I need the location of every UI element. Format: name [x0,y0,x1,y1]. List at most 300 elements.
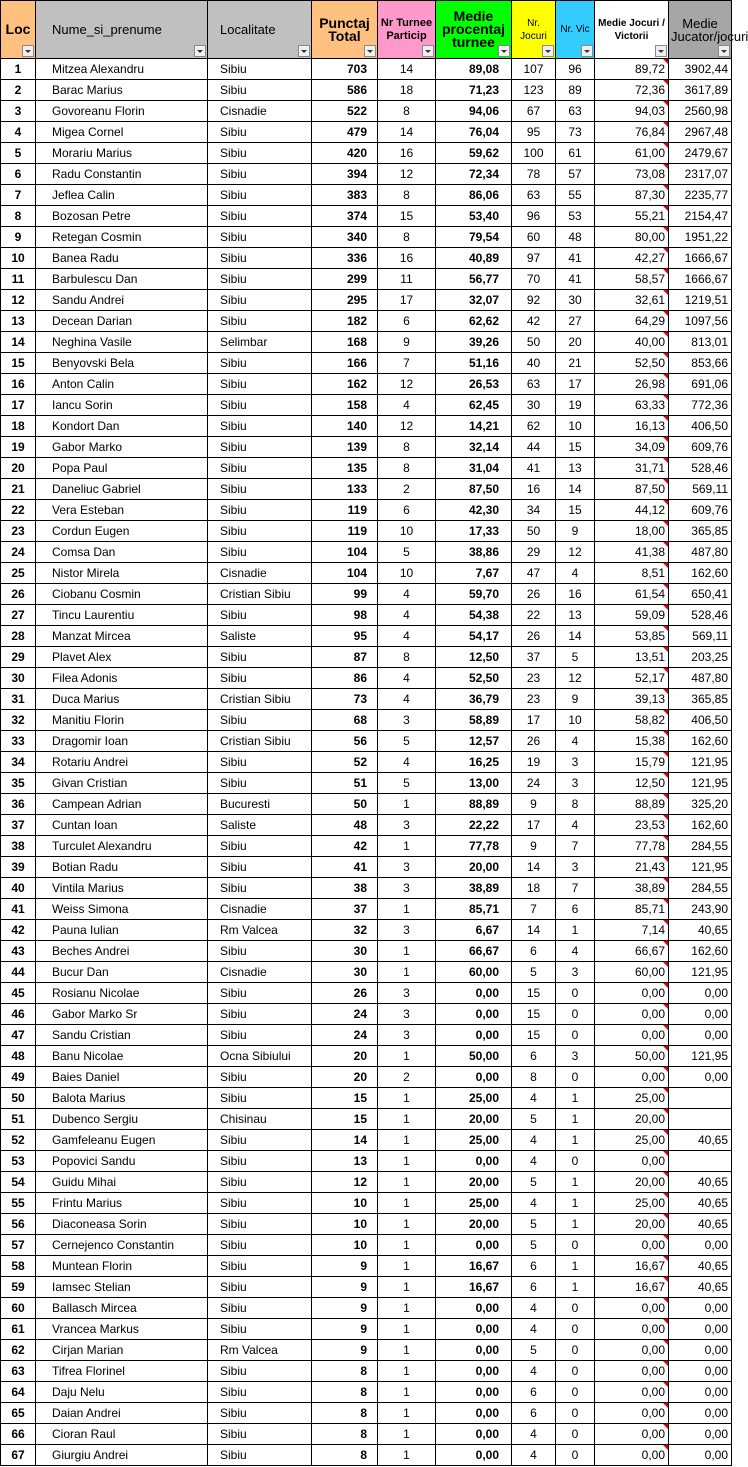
percent-cell[interactable]: 0,00 [436,983,512,1004]
tournaments-cell[interactable]: 1 [378,1424,436,1445]
tournaments-cell[interactable]: 4 [378,689,436,710]
percent-cell[interactable]: 59,62 [436,143,512,164]
wins-cell[interactable]: 27 [556,311,595,332]
locality-cell[interactable]: Sibiu [208,1193,312,1214]
avg-cell[interactable]: 25,00 [595,1193,669,1214]
tournaments-cell[interactable]: 17 [378,290,436,311]
wins-cell[interactable]: 0 [556,1403,595,1424]
tournaments-cell[interactable]: 1 [378,1361,436,1382]
avg-cell[interactable]: 0,00 [595,1424,669,1445]
games-cell[interactable]: 9 [512,836,556,857]
points-cell[interactable]: 14 [312,1130,378,1151]
avg-cell[interactable]: 38,89 [595,878,669,899]
games-cell[interactable]: 4 [512,1130,556,1151]
locality-cell[interactable]: Chisinau [208,1109,312,1130]
games-cell[interactable]: 4 [512,1361,556,1382]
player-avg-cell[interactable]: 487,80 [669,668,732,689]
tournaments-cell[interactable]: 2 [378,1067,436,1088]
games-cell[interactable]: 4 [512,1319,556,1340]
player-avg-cell[interactable]: 40,65 [669,1193,732,1214]
tournaments-cell[interactable]: 3 [378,857,436,878]
wins-cell[interactable]: 1 [556,1193,595,1214]
games-cell[interactable]: 5 [512,1235,556,1256]
locality-cell[interactable]: Cristian Sibiu [208,689,312,710]
player-avg-cell[interactable]: 691,06 [669,374,732,395]
tournaments-cell[interactable]: 5 [378,542,436,563]
wins-cell[interactable]: 0 [556,1025,595,1046]
percent-cell[interactable]: 87,50 [436,479,512,500]
loc-cell[interactable]: 9 [1,227,36,248]
avg-cell[interactable]: 13,51 [595,647,669,668]
name-cell[interactable]: Popovici Sandu [36,1151,208,1172]
name-cell[interactable]: Balota Marius [36,1088,208,1109]
name-cell[interactable]: Banu Nicolae [36,1046,208,1067]
points-cell[interactable]: 133 [312,479,378,500]
player-avg-cell[interactable]: 162,60 [669,731,732,752]
filter-dropdown-icon[interactable] [22,45,34,57]
wins-cell[interactable]: 89 [556,80,595,101]
percent-cell[interactable]: 20,00 [436,857,512,878]
points-cell[interactable]: 166 [312,353,378,374]
loc-cell[interactable]: 40 [1,878,36,899]
locality-cell[interactable]: Sibiu [208,269,312,290]
locality-cell[interactable]: Sibiu [208,773,312,794]
player-avg-cell[interactable]: 121,95 [669,752,732,773]
loc-cell[interactable]: 8 [1,206,36,227]
avg-cell[interactable]: 7,14 [595,920,669,941]
avg-cell[interactable]: 0,00 [595,1298,669,1319]
tournaments-cell[interactable]: 12 [378,374,436,395]
locality-cell[interactable]: Sibiu [208,521,312,542]
tournaments-cell[interactable]: 6 [378,500,436,521]
avg-cell[interactable]: 39,13 [595,689,669,710]
player-avg-cell[interactable]: 243,90 [669,899,732,920]
locality-cell[interactable]: Sibiu [208,857,312,878]
avg-cell[interactable]: 87,30 [595,185,669,206]
avg-cell[interactable]: 16,67 [595,1256,669,1277]
avg-cell[interactable]: 20,00 [595,1172,669,1193]
tournaments-cell[interactable]: 10 [378,521,436,542]
locality-cell[interactable]: Sibiu [208,983,312,1004]
tournaments-cell[interactable]: 1 [378,1235,436,1256]
locality-cell[interactable]: Sibiu [208,941,312,962]
percent-cell[interactable]: 94,06 [436,101,512,122]
name-cell[interactable]: Manzat Mircea [36,626,208,647]
player-avg-cell[interactable]: 284,55 [669,836,732,857]
points-cell[interactable]: 586 [312,80,378,101]
tournaments-cell[interactable]: 5 [378,773,436,794]
games-cell[interactable]: 15 [512,983,556,1004]
tournaments-cell[interactable]: 16 [378,143,436,164]
player-avg-cell[interactable]: 40,65 [669,1214,732,1235]
points-cell[interactable]: 15 [312,1088,378,1109]
filter-dropdown-icon[interactable] [498,45,510,57]
player-avg-cell[interactable]: 487,80 [669,542,732,563]
wins-cell[interactable]: 9 [556,689,595,710]
avg-cell[interactable]: 0,00 [595,1445,669,1466]
tournaments-cell[interactable]: 1 [378,1088,436,1109]
percent-cell[interactable]: 14,21 [436,416,512,437]
player-avg-cell[interactable] [669,1151,732,1172]
tournaments-cell[interactable]: 3 [378,983,436,1004]
points-cell[interactable]: 20 [312,1067,378,1088]
player-avg-cell[interactable]: 0,00 [669,1067,732,1088]
player-avg-cell[interactable]: 0,00 [669,983,732,1004]
locality-cell[interactable]: Sibiu [208,1298,312,1319]
filter-dropdown-icon[interactable] [194,45,206,57]
percent-cell[interactable]: 0,00 [436,1298,512,1319]
percent-cell[interactable]: 72,34 [436,164,512,185]
tournaments-cell[interactable]: 12 [378,164,436,185]
locality-cell[interactable]: Sibiu [208,311,312,332]
player-avg-cell[interactable]: 2154,47 [669,206,732,227]
name-cell[interactable]: Retegan Cosmin [36,227,208,248]
avg-cell[interactable]: 0,00 [595,1340,669,1361]
games-cell[interactable]: 5 [512,1172,556,1193]
avg-cell[interactable]: 60,00 [595,962,669,983]
wins-cell[interactable]: 0 [556,1382,595,1403]
player-avg-cell[interactable]: 1097,56 [669,311,732,332]
avg-cell[interactable]: 0,00 [595,1361,669,1382]
tournaments-cell[interactable]: 15 [378,206,436,227]
percent-cell[interactable]: 25,00 [436,1130,512,1151]
player-avg-cell[interactable]: 0,00 [669,1361,732,1382]
avg-cell[interactable]: 0,00 [595,1235,669,1256]
locality-cell[interactable]: Sibiu [208,1004,312,1025]
tournaments-cell[interactable]: 1 [378,1319,436,1340]
points-cell[interactable]: 87 [312,647,378,668]
games-cell[interactable]: 26 [512,626,556,647]
loc-cell[interactable]: 38 [1,836,36,857]
avg-cell[interactable]: 25,00 [595,1130,669,1151]
games-cell[interactable]: 96 [512,206,556,227]
tournaments-cell[interactable]: 2 [378,479,436,500]
wins-cell[interactable]: 0 [556,1004,595,1025]
wins-cell[interactable]: 3 [556,752,595,773]
locality-cell[interactable]: Sibiu [208,353,312,374]
avg-cell[interactable]: 15,38 [595,731,669,752]
locality-cell[interactable]: Sibiu [208,710,312,731]
name-cell[interactable]: Bucur Dan [36,962,208,983]
player-avg-cell[interactable]: 3902,44 [669,59,732,80]
percent-cell[interactable]: 54,17 [436,626,512,647]
name-cell[interactable]: Pauna Iulian [36,920,208,941]
locality-cell[interactable]: Cristian Sibiu [208,731,312,752]
locality-cell[interactable]: Saliste [208,815,312,836]
games-cell[interactable]: 37 [512,647,556,668]
name-cell[interactable]: Sandu Andrei [36,290,208,311]
points-cell[interactable]: 104 [312,563,378,584]
player-avg-cell[interactable]: 1219,51 [669,290,732,311]
games-cell[interactable]: 5 [512,962,556,983]
avg-cell[interactable]: 42,27 [595,248,669,269]
wins-cell[interactable]: 63 [556,101,595,122]
tournaments-cell[interactable]: 8 [378,458,436,479]
loc-cell[interactable]: 1 [1,59,36,80]
locality-cell[interactable]: Sibiu [208,1424,312,1445]
percent-cell[interactable]: 16,25 [436,752,512,773]
loc-cell[interactable]: 28 [1,626,36,647]
tournaments-cell[interactable]: 1 [378,1193,436,1214]
points-cell[interactable]: 24 [312,1025,378,1046]
avg-cell[interactable]: 61,54 [595,584,669,605]
player-avg-cell[interactable]: 0,00 [669,1025,732,1046]
avg-cell[interactable]: 85,71 [595,899,669,920]
games-cell[interactable]: 97 [512,248,556,269]
points-cell[interactable]: 10 [312,1235,378,1256]
points-cell[interactable]: 336 [312,248,378,269]
games-cell[interactable]: 6 [512,1277,556,1298]
percent-cell[interactable]: 86,06 [436,185,512,206]
tournaments-cell[interactable]: 3 [378,1025,436,1046]
tournaments-cell[interactable]: 8 [378,185,436,206]
wins-cell[interactable]: 3 [556,857,595,878]
avg-cell[interactable]: 40,00 [595,332,669,353]
percent-cell[interactable]: 20,00 [436,1214,512,1235]
points-cell[interactable]: 10 [312,1214,378,1235]
name-cell[interactable]: Radu Constantin [36,164,208,185]
points-cell[interactable]: 8 [312,1361,378,1382]
player-avg-cell[interactable]: 1666,67 [669,269,732,290]
loc-cell[interactable]: 49 [1,1067,36,1088]
wins-cell[interactable]: 15 [556,500,595,521]
games-cell[interactable]: 92 [512,290,556,311]
avg-cell[interactable]: 94,03 [595,101,669,122]
games-cell[interactable]: 26 [512,584,556,605]
player-avg-cell[interactable] [669,1109,732,1130]
name-cell[interactable]: Daian Andrei [36,1403,208,1424]
tournaments-cell[interactable]: 1 [378,1130,436,1151]
loc-cell[interactable]: 22 [1,500,36,521]
loc-cell[interactable]: 29 [1,647,36,668]
percent-cell[interactable]: 88,89 [436,794,512,815]
percent-cell[interactable]: 56,77 [436,269,512,290]
games-cell[interactable]: 9 [512,794,556,815]
points-cell[interactable]: 10 [312,1193,378,1214]
wins-cell[interactable]: 0 [556,1340,595,1361]
locality-cell[interactable]: Sibiu [208,878,312,899]
percent-cell[interactable]: 79,54 [436,227,512,248]
name-cell[interactable]: Filea Adonis [36,668,208,689]
filter-dropdown-icon[interactable] [718,45,730,57]
games-cell[interactable]: 23 [512,689,556,710]
avg-cell[interactable]: 25,00 [595,1088,669,1109]
avg-cell[interactable]: 72,36 [595,80,669,101]
name-cell[interactable]: Vera Esteban [36,500,208,521]
avg-cell[interactable]: 32,61 [595,290,669,311]
tournaments-cell[interactable]: 1 [378,1277,436,1298]
avg-cell[interactable]: 0,00 [595,1319,669,1340]
wins-cell[interactable]: 0 [556,1067,595,1088]
loc-cell[interactable]: 55 [1,1193,36,1214]
wins-cell[interactable]: 0 [556,1319,595,1340]
tournaments-cell[interactable]: 4 [378,752,436,773]
loc-cell[interactable]: 18 [1,416,36,437]
loc-cell[interactable]: 35 [1,773,36,794]
points-cell[interactable]: 703 [312,59,378,80]
wins-cell[interactable]: 55 [556,185,595,206]
name-cell[interactable]: Popa Paul [36,458,208,479]
name-cell[interactable]: Baies Daniel [36,1067,208,1088]
wins-cell[interactable]: 3 [556,1046,595,1067]
name-cell[interactable]: Cioran Raul [36,1424,208,1445]
games-cell[interactable]: 42 [512,311,556,332]
player-avg-cell[interactable]: 853,66 [669,353,732,374]
games-cell[interactable]: 5 [512,1109,556,1130]
player-avg-cell[interactable]: 121,95 [669,857,732,878]
loc-cell[interactable]: 36 [1,794,36,815]
points-cell[interactable]: 12 [312,1172,378,1193]
percent-cell[interactable]: 0,00 [436,1340,512,1361]
tournaments-cell[interactable]: 1 [378,962,436,983]
name-cell[interactable]: Cuntan Ioan [36,815,208,836]
points-cell[interactable]: 51 [312,773,378,794]
wins-cell[interactable]: 0 [556,1424,595,1445]
points-cell[interactable]: 26 [312,983,378,1004]
wins-cell[interactable]: 73 [556,122,595,143]
avg-cell[interactable]: 0,00 [595,1067,669,1088]
wins-cell[interactable]: 0 [556,1445,595,1466]
name-cell[interactable]: Kondort Dan [36,416,208,437]
percent-cell[interactable]: 25,00 [436,1088,512,1109]
name-cell[interactable]: Jeflea Calin [36,185,208,206]
points-cell[interactable]: 9 [312,1298,378,1319]
loc-cell[interactable]: 20 [1,458,36,479]
player-avg-cell[interactable]: 0,00 [669,1340,732,1361]
loc-cell[interactable]: 58 [1,1256,36,1277]
avg-cell[interactable]: 0,00 [595,1151,669,1172]
loc-cell[interactable]: 43 [1,941,36,962]
games-cell[interactable]: 95 [512,122,556,143]
loc-cell[interactable]: 15 [1,353,36,374]
wins-cell[interactable]: 4 [556,731,595,752]
player-avg-cell[interactable]: 0,00 [669,1403,732,1424]
points-cell[interactable]: 56 [312,731,378,752]
wins-cell[interactable]: 41 [556,269,595,290]
points-cell[interactable]: 140 [312,416,378,437]
player-avg-cell[interactable]: 528,46 [669,458,732,479]
player-avg-cell[interactable]: 0,00 [669,1298,732,1319]
games-cell[interactable]: 67 [512,101,556,122]
loc-cell[interactable]: 33 [1,731,36,752]
games-cell[interactable]: 63 [512,185,556,206]
loc-cell[interactable]: 57 [1,1235,36,1256]
locality-cell[interactable]: Sibiu [208,1277,312,1298]
loc-cell[interactable]: 60 [1,1298,36,1319]
games-cell[interactable]: 6 [512,1256,556,1277]
avg-cell[interactable]: 58,57 [595,269,669,290]
games-cell[interactable]: 107 [512,59,556,80]
player-avg-cell[interactable]: 2317,07 [669,164,732,185]
wins-cell[interactable]: 57 [556,164,595,185]
loc-cell[interactable]: 42 [1,920,36,941]
player-avg-cell[interactable]: 0,00 [669,1424,732,1445]
points-cell[interactable]: 48 [312,815,378,836]
points-cell[interactable]: 30 [312,962,378,983]
locality-cell[interactable]: Sibiu [208,1445,312,1466]
wins-cell[interactable]: 0 [556,1235,595,1256]
locality-cell[interactable]: Sibiu [208,143,312,164]
player-avg-cell[interactable]: 1666,67 [669,248,732,269]
avg-cell[interactable]: 0,00 [595,1025,669,1046]
percent-cell[interactable]: 85,71 [436,899,512,920]
wins-cell[interactable]: 1 [556,1109,595,1130]
avg-cell[interactable]: 18,00 [595,521,669,542]
name-cell[interactable]: Barac Marius [36,80,208,101]
player-avg-cell[interactable]: 121,95 [669,962,732,983]
tournaments-cell[interactable]: 1 [378,1046,436,1067]
games-cell[interactable]: 50 [512,332,556,353]
games-cell[interactable]: 44 [512,437,556,458]
tournaments-cell[interactable]: 4 [378,584,436,605]
games-cell[interactable]: 16 [512,479,556,500]
wins-cell[interactable]: 9 [556,521,595,542]
locality-cell[interactable]: Sibiu [208,1067,312,1088]
points-cell[interactable]: 95 [312,626,378,647]
percent-cell[interactable]: 32,14 [436,437,512,458]
avg-cell[interactable]: 88,89 [595,794,669,815]
avg-cell[interactable]: 0,00 [595,983,669,1004]
percent-cell[interactable]: 0,00 [436,1319,512,1340]
tournaments-cell[interactable]: 1 [378,794,436,815]
avg-cell[interactable]: 16,13 [595,416,669,437]
name-cell[interactable]: Dubenco Sergiu [36,1109,208,1130]
loc-cell[interactable]: 65 [1,1403,36,1424]
player-avg-cell[interactable]: 0,00 [669,1445,732,1466]
wins-cell[interactable]: 7 [556,836,595,857]
locality-cell[interactable]: Sibiu [208,185,312,206]
points-cell[interactable]: 52 [312,752,378,773]
tournaments-cell[interactable]: 3 [378,878,436,899]
tournaments-cell[interactable]: 3 [378,710,436,731]
games-cell[interactable]: 4 [512,1298,556,1319]
percent-cell[interactable]: 62,45 [436,395,512,416]
games-cell[interactable]: 100 [512,143,556,164]
avg-cell[interactable]: 16,67 [595,1277,669,1298]
games-cell[interactable]: 4 [512,1193,556,1214]
percent-cell[interactable]: 50,00 [436,1046,512,1067]
avg-cell[interactable]: 52,50 [595,353,669,374]
loc-cell[interactable]: 14 [1,332,36,353]
tournaments-cell[interactable]: 4 [378,395,436,416]
loc-cell[interactable]: 62 [1,1340,36,1361]
player-avg-cell[interactable]: 609,76 [669,500,732,521]
wins-cell[interactable]: 21 [556,353,595,374]
avg-cell[interactable]: 0,00 [595,1004,669,1025]
player-avg-cell[interactable]: 284,55 [669,878,732,899]
loc-cell[interactable]: 66 [1,1424,36,1445]
name-cell[interactable]: Iancu Sorin [36,395,208,416]
locality-cell[interactable]: Sibiu [208,668,312,689]
locality-cell[interactable]: Sibiu [208,1025,312,1046]
games-cell[interactable]: 6 [512,1046,556,1067]
loc-cell[interactable]: 7 [1,185,36,206]
loc-cell[interactable]: 13 [1,311,36,332]
locality-cell[interactable]: Sibiu [208,458,312,479]
points-cell[interactable]: 73 [312,689,378,710]
tournaments-cell[interactable]: 1 [378,836,436,857]
wins-cell[interactable]: 30 [556,290,595,311]
games-cell[interactable]: 34 [512,500,556,521]
locality-cell[interactable]: Sibiu [208,122,312,143]
loc-cell[interactable]: 34 [1,752,36,773]
loc-cell[interactable]: 67 [1,1445,36,1466]
wins-cell[interactable]: 5 [556,647,595,668]
loc-cell[interactable]: 53 [1,1151,36,1172]
locality-cell[interactable]: Sibiu [208,542,312,563]
player-avg-cell[interactable]: 406,50 [669,710,732,731]
name-cell[interactable]: Campean Adrian [36,794,208,815]
